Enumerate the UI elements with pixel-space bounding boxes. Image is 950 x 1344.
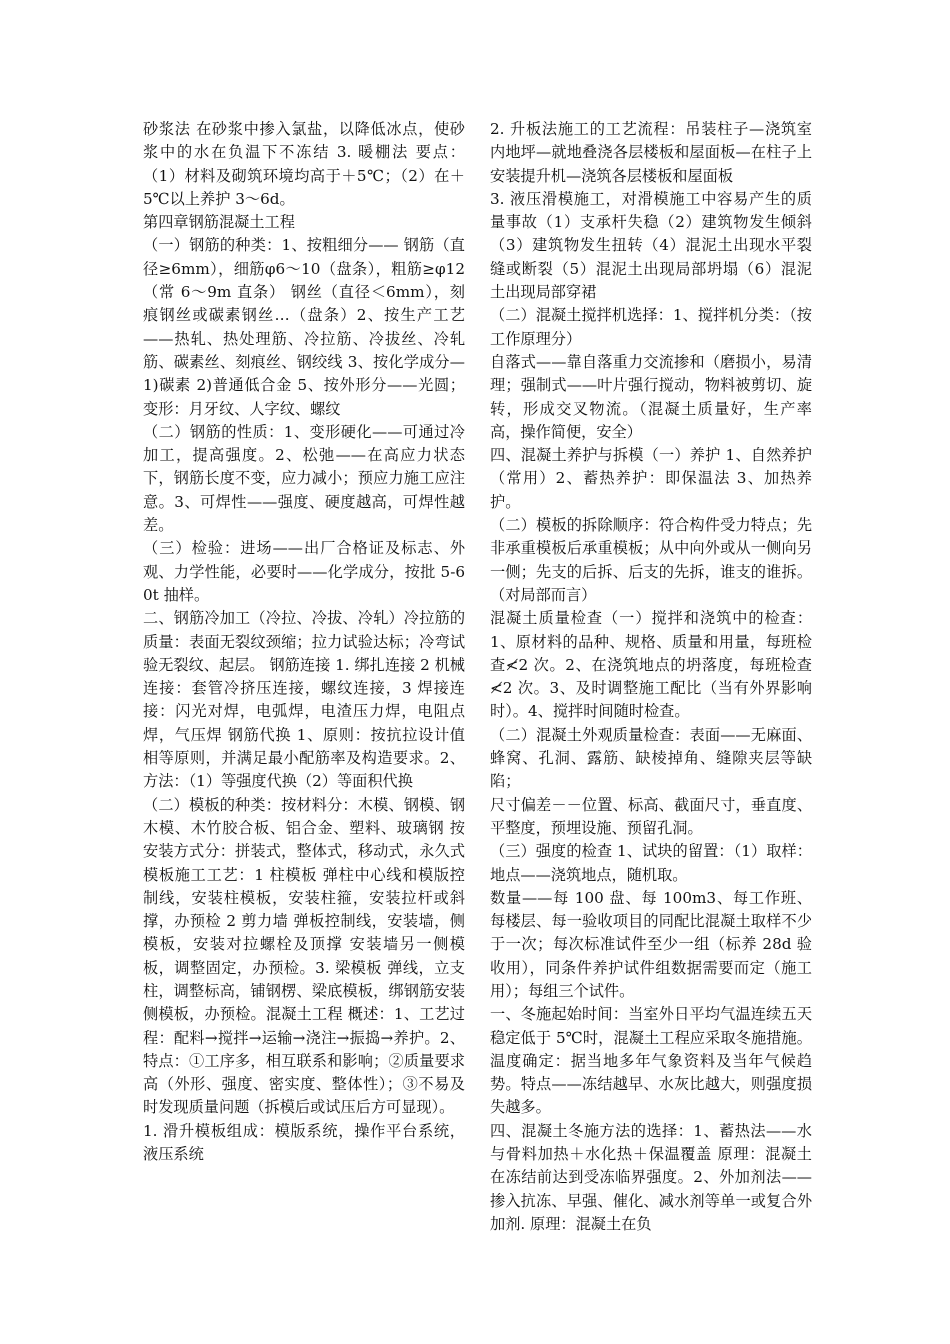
paragraph-appearance-check: （二）混凝土外观质量检查：表面——无麻面、蜂窝、孔洞、露筋、缺棱掉角、缝隙夹层等缺陷； bbox=[490, 725, 812, 791]
paragraph-rebar-inspection: （三）检验：进场——出厂合格证及标志、外观、力学性能，必要时——化学成分，按批 5-60t 抽样。 bbox=[143, 539, 465, 604]
paragraph-winter-start: 一、冬施起始时间：当室外日平均气温连续五天稳定低于 5℃时，混凝土工程应采取冬施措施。温度确定：据当地多年气象资料及当年气候趋势。特点——冻结越早、水灰比越大，则强度损失越多。 bbox=[490, 1005, 812, 1117]
paragraph-quality-check: 混凝土质量检查（一）搅拌和浇筑中的检查：1、原材料的品种、规格、质量和用量，每班检查≮2 次。2、在浇筑地点的坍落度，每班检查≮2 次。3、及时调整施工配比（当有外界影响时）。4、搅拌时间随时检查。 bbox=[490, 609, 812, 721]
paragraph-strength-check: （三）强度的检查 1、试块的留置：（1）取样：地点——浇筑地点，随机取。 bbox=[490, 842, 812, 884]
paragraph-hydraulic-slipform: 3. 液压滑模施工，对滑模施工中容易产生的质量事故（1）支承杆失稳（2）建筑物发生倾斜（3）建筑物发生扭转（4）混泥土出现水平裂缝或断裂（5）混泥土出现局部坍塌（6）混泥土出现局部穿裙 bbox=[490, 189, 812, 302]
paragraph-rebar-types: （一）钢筋的种类：1、按粗细分—— 钢筋（直径≥6mm），细筋φ6～10（盘条），粗筋≥φ12（常 6～9m 直条） 钢丝（直径＜6mm），刻痕钢丝或碳素钢丝…（盘条）2、按生产工艺——热轧、热处理筋、冷拉筋、冷拔丝、冷轧筋、碳素丝、刻痕丝、钢绞线 3、按化学成分— 1)碳素 2)普通低合金 5、按外形分——光圆；变形：月牙纹、人字纹、螺纹 bbox=[143, 236, 465, 418]
paragraph-mixer-types: 自落式——靠自落重力交流掺和（磨损小，易清理；强制式——叶片强行搅动，物料被剪切、旋转，形成交叉物流。（混凝土质量好，生产率高，操作简便，安全） bbox=[490, 352, 812, 441]
paragraph-size-deviation: 尺寸偏差－－位置、标高、截面尺寸，垂直度、平整度，预埋设施、预留孔洞。 bbox=[490, 795, 812, 837]
paragraph-form-removal: （二）模板的拆除顺序：符合构件受力特点；先非承重模板后承重模板；从中向外或从一侧向另一侧；先支的后拆、后支的先拆，谁支的谁拆。（对局部而言） bbox=[490, 516, 812, 604]
paragraph-rebar-properties: （二）钢筋的性质：1、变形硬化——可通过冷加工，提高强度。2、松弛——在高应力状态下，钢筋长度不变，应力减小；预应力施工应注意。3、可焊性——强度、硬度越高，可焊性越差。 bbox=[143, 422, 465, 535]
left-text-column bbox=[143, 118, 465, 1166]
paragraph-winter-methods: 四、混凝土冬施方法的选择：1、蓄热法——水与骨料加热＋水化热＋保温覆盖 原理：混凝土在冻结前达到受冻临界强度。2、外加剂法——掺入抗冻、早强、催化、减水剂等单一或复合外加剂. 原理：混凝土在负 bbox=[490, 1121, 812, 1233]
paragraph-cold-working: 二、钢筋冷加工（冷拉、冷拔、冷轧）冷拉筋的质量：表面无裂纹颈缩；拉力试验达标；冷弯试验无裂纹、起层。 钢筋连接 1. 绑扎连接 2 机械连接：套管冷挤压连接，螺纹连接，3 焊接连接：闪光对焊，电弧焊，电渣压力焊，电阻点焊，气压焊 钢筋代换 1、原则：按抗拉设计值相等原则，并满足最小配筋率及构造要求。2、方法：（1）等强度代换（2）等面积代换 bbox=[143, 609, 465, 791]
paragraph-slipform-composition: 1. 滑升模板组成：模版系统，操作平台系统，液压系统 bbox=[143, 1121, 465, 1164]
paragraph-lift-slab: 2. 升板法施工的工艺流程：吊装柱子—浇筑室内地坪—就地叠浇各层楼板和屋面板—在柱子上安装提升机—浇筑各层楼板和屋面板 bbox=[490, 120, 812, 185]
chapter-heading: 第四章钢筋混凝土工程 bbox=[143, 213, 295, 232]
paragraph-sample-quantity: 数量——每 100 盘、每 100m3、每工作班、每楼层、每一验收项目的同配比混凝土取样不少于一次；每次标准试件至少一组（标养 28d 验收用），同条件养护试件组数据需要而定（施工用）；每组三个试件。 bbox=[490, 888, 812, 1000]
paragraph-formwork-types: （二）模板的种类：按材料分：木模、钢模、钢木模、木竹胶合板、铝合金、塑料、玻璃钢 按安装方式分：拼装式，整体式，移动式，永久式 模板施工工艺：1 柱模板 弹柱中心线和模版控制线，安装柱模板，安装柱箍，安装拉杆或斜撑，办预检 2 剪力墙 弹板控制线，安装墙，侧模板，安装对拉螺栓及顶撑 安装墙另一侧模板，调整固定，办预检。3. 梁模板 弹线，立支柱，调整标高，铺钢楞、梁底模板，绑钢筋安装侧模板，办预检。混凝土工程 概述：1、工艺过程：配料→搅拌→运输→浇注→振捣→养护。2、特点：①工序多，相互联系和影响；②质量要求高（外形、强度、密实度、整体性）；③不易及时发现质量问题（拆模后或试压后方可显现）。 bbox=[143, 795, 465, 1117]
right-text-column bbox=[490, 118, 812, 1236]
paragraph-mortar-method: 砂浆法 在砂浆中掺入氯盐，以降低冰点，使砂浆中的水在负温下不冻结 3. 暖棚法 要点： （1）材料及砌筑环境均高于＋5℃；（2）在＋5℃以上养护 3～6d。 bbox=[143, 120, 465, 208]
paragraph-mixer-selection: （二）混凝土搅拌机选择：1、搅拌机分类：（按工作原理分） bbox=[490, 306, 812, 348]
paragraph-curing: 四、混凝土养护与拆模（一）养护 1、自然养护（常用）2、蓄热养护：即保温法 3、加热养护。 bbox=[490, 446, 812, 511]
